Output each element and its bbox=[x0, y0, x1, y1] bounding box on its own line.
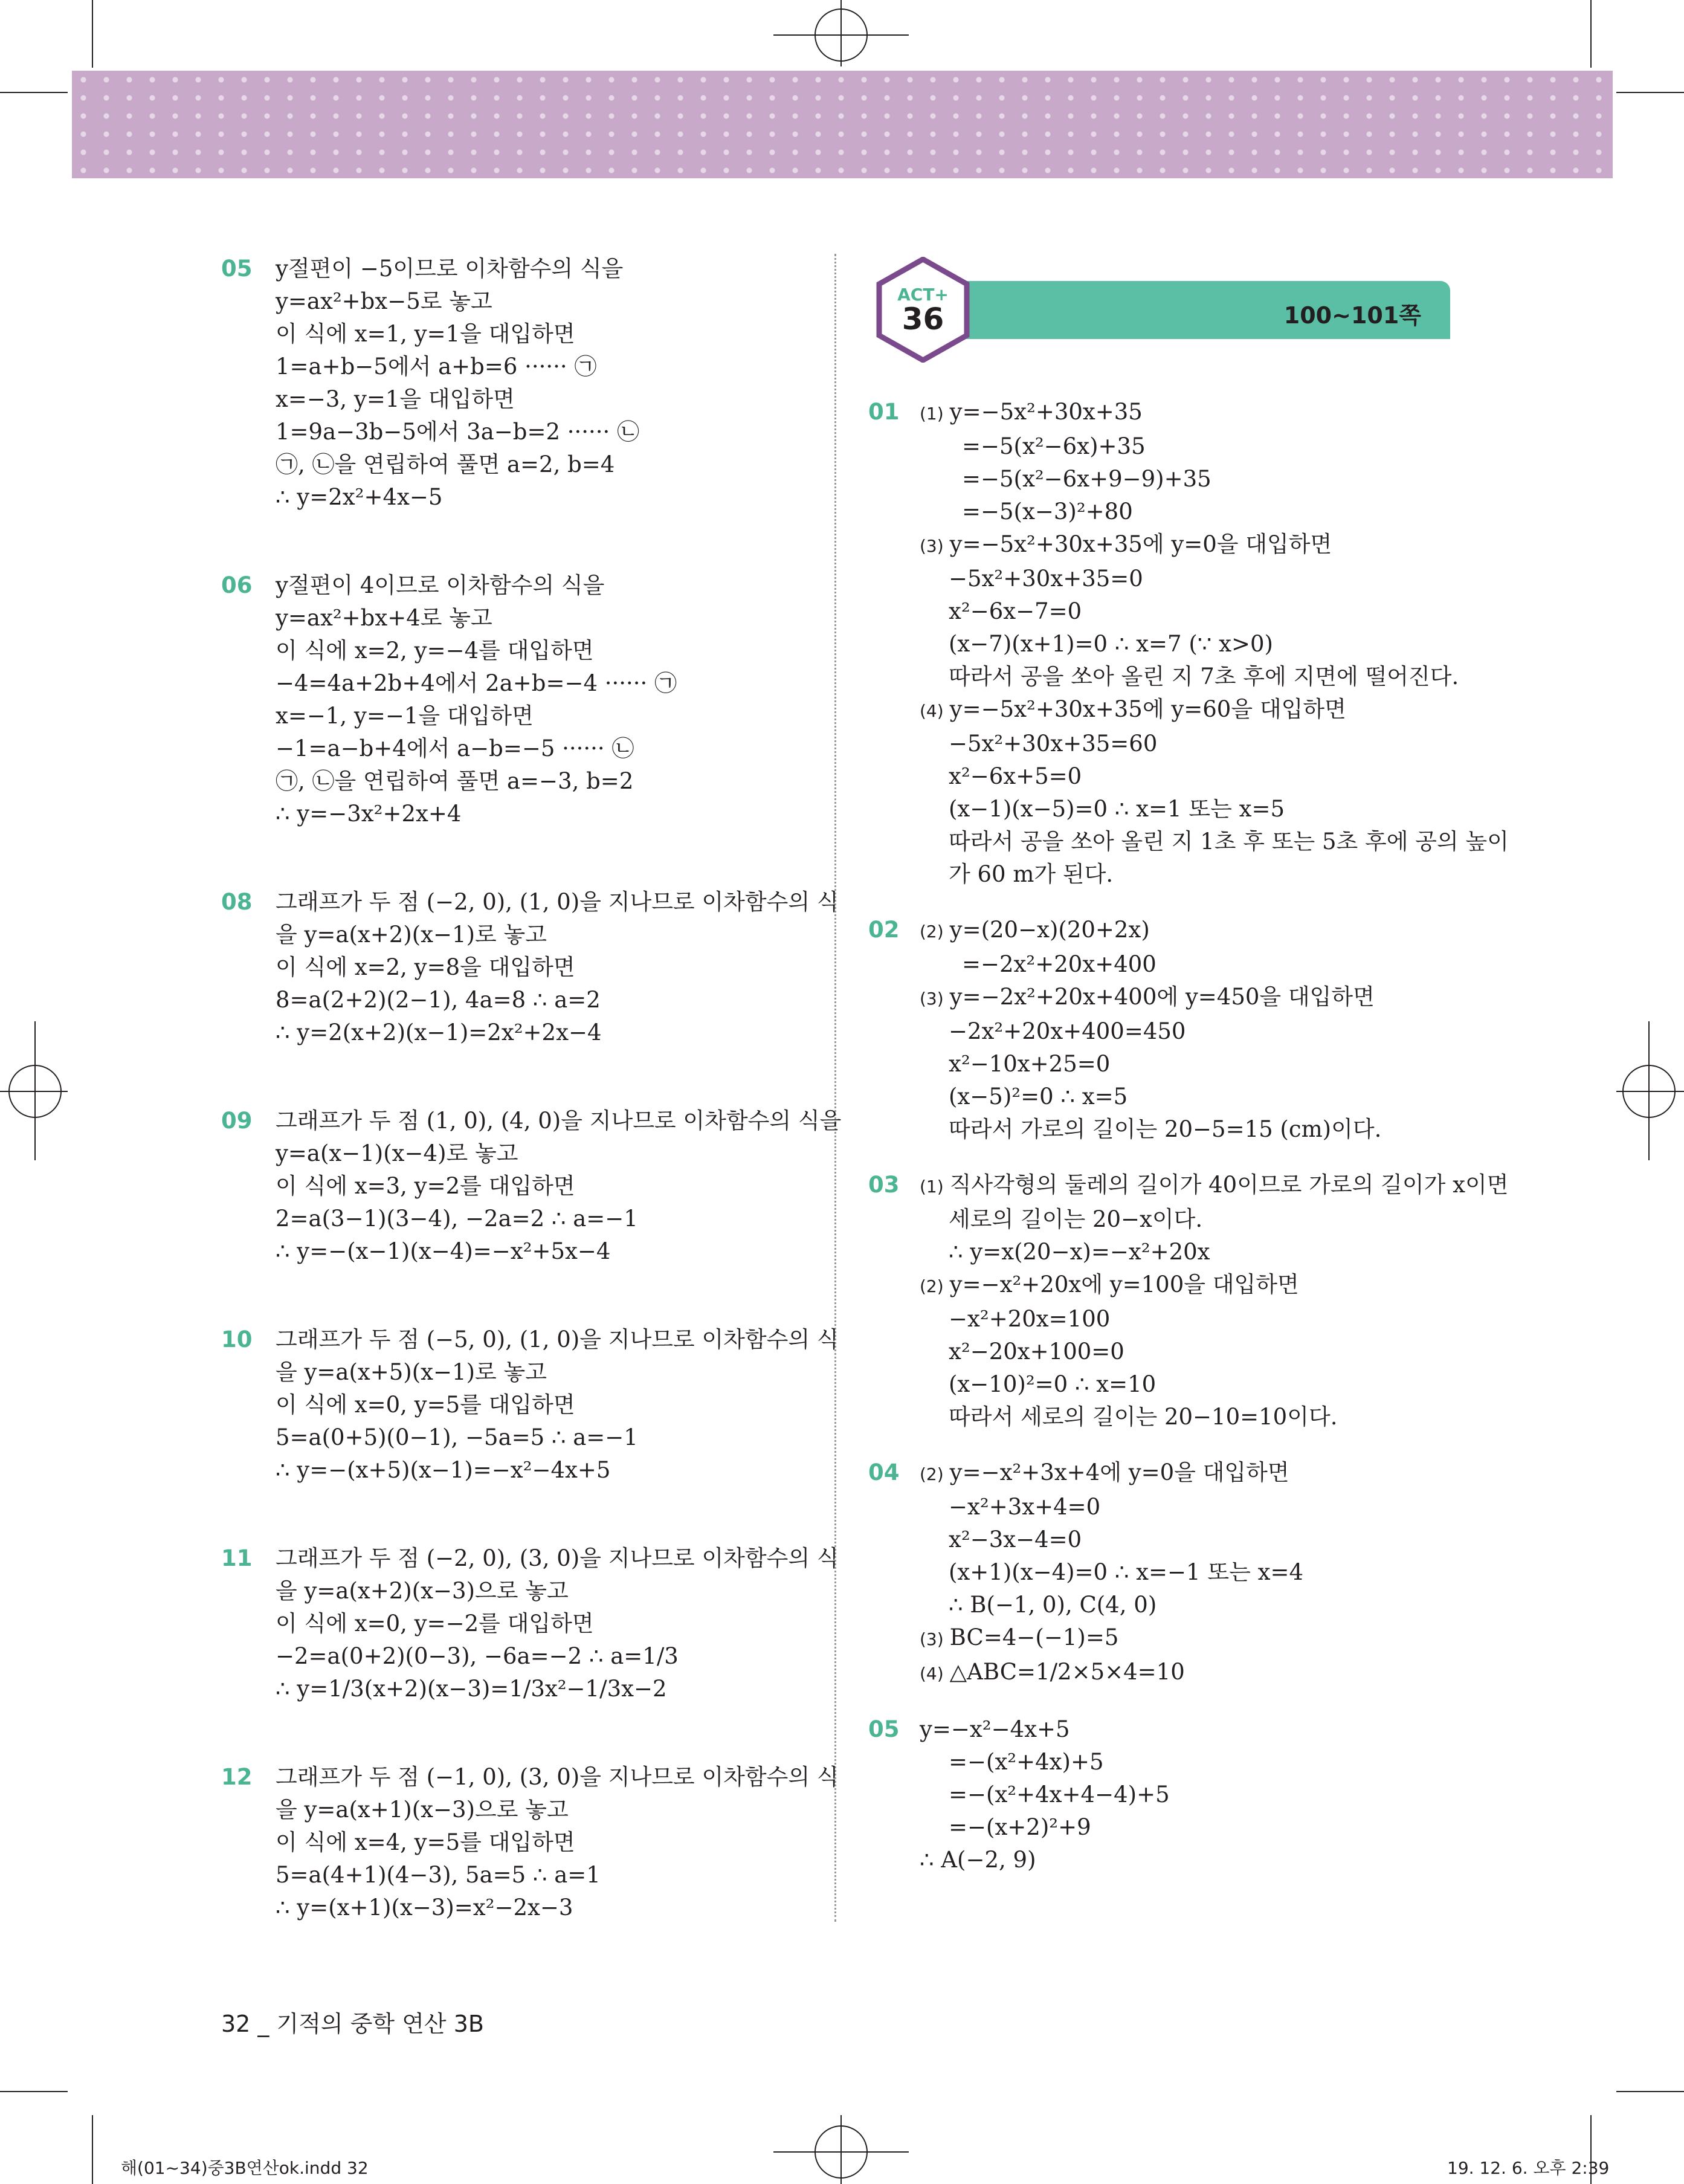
solution-line bbox=[920, 1336, 1473, 1368]
solution-line bbox=[920, 914, 1473, 948]
solution-text: ∴ y=x(20−x)=−x²+20x bbox=[949, 1239, 1210, 1265]
solution-line bbox=[920, 463, 1473, 496]
solution-line bbox=[920, 1621, 1473, 1656]
solution-text: y=−x²+20x에 y=100을 대입하면 bbox=[949, 1271, 1299, 1297]
date-slug: 19. 12. 6. 오후 2:39 bbox=[1447, 2158, 1610, 2178]
solution-line bbox=[920, 1048, 1473, 1081]
solution-line: −2=a(0+2)(0−3), −6a=−2 ∴ a=1/3 bbox=[276, 1643, 679, 1669]
solution-text: 따라서 세로의 길이는 20−10=10이다. bbox=[949, 1404, 1338, 1430]
solution-line: 5=a(4+1)(4−3), 5a=5 ∴ a=1 bbox=[276, 1862, 601, 1888]
solution-line: x=−3, y=1을 대입하면 bbox=[276, 386, 515, 412]
solution-line bbox=[920, 496, 1473, 528]
solution-text: −5x²+30x+35=60 bbox=[949, 731, 1158, 757]
sub-question-tag: (1) bbox=[920, 404, 944, 424]
left-column bbox=[221, 253, 842, 1924]
solution-text: =−(x²+4x+4−4)+5 bbox=[949, 1782, 1170, 1808]
solution-line bbox=[920, 1456, 1473, 1491]
act-header-bar bbox=[943, 281, 1450, 339]
solution-line: −4=4a+2b+4에서 2a+b=−4 ······ ㉠ bbox=[276, 670, 677, 696]
solution-text: △ABC=1/2×5×4=10 bbox=[949, 1659, 1185, 1685]
problem-item bbox=[868, 914, 1473, 1146]
solution-line: ∴ y=1/3(x+2)(x−3)=1/3x²−1/3x−2 bbox=[276, 1676, 667, 1702]
problem-item bbox=[221, 1323, 839, 1487]
solution-line bbox=[920, 1746, 1473, 1779]
solution-line: y절편이 −5이므로 이차함수의 식을 bbox=[276, 256, 624, 282]
page-footer: 32 _ 기적의 중학 연산 3B bbox=[221, 2011, 484, 2037]
solution-line: 이 식에 x=0, y=−2를 대입하면 bbox=[276, 1611, 594, 1636]
solution-text: x²−6x+5=0 bbox=[949, 763, 1082, 789]
solution-line bbox=[920, 825, 1509, 858]
solution-text: 따라서 공을 쏘아 올린 지 1초 후 또는 5초 후에 공의 높이 bbox=[949, 829, 1509, 855]
solution-line bbox=[920, 396, 1473, 430]
crop-mark bbox=[840, 2115, 842, 2184]
solution-text: BC=4−(−1)=5 bbox=[949, 1624, 1119, 1650]
solution-line bbox=[920, 1844, 1473, 1876]
solution-line bbox=[920, 1401, 1473, 1433]
problem-number: 08 bbox=[221, 889, 253, 915]
act-label: ACT+ bbox=[897, 285, 949, 305]
problem-number: 05 bbox=[868, 1716, 900, 1742]
solution-line: ∴ y=2x²+4x−5 bbox=[276, 484, 443, 510]
solution-text: y=−5x²+30x+35에 y=0을 대입하면 bbox=[949, 531, 1332, 557]
solution-line: 을 y=a(x+2)(x−1)로 놓고 bbox=[276, 922, 547, 948]
solution-line bbox=[920, 1203, 1473, 1236]
problem-number: 04 bbox=[868, 1459, 900, 1485]
solution-text: (x−7)(x+1)=0 ∴ x=7 (∵ x>0) bbox=[949, 631, 1273, 657]
solution-line: ∴ y=2(x+2)(x−1)=2x²+2x−4 bbox=[276, 1019, 602, 1045]
solution-text: −5x²+30x+35=0 bbox=[949, 566, 1143, 592]
solution-line bbox=[920, 1303, 1473, 1336]
crop-mark bbox=[1616, 2091, 1684, 2092]
solution-line bbox=[920, 1236, 1473, 1268]
solution-line: y절편이 4이므로 이차함수의 식을 bbox=[276, 572, 605, 598]
solution-line: 이 식에 x=3, y=2를 대입하면 bbox=[276, 1173, 575, 1199]
column-divider bbox=[834, 254, 836, 1922]
solution-line bbox=[920, 1779, 1473, 1811]
problem-item bbox=[868, 1713, 1473, 1876]
problem-number: 02 bbox=[868, 917, 900, 943]
solution-line: ㉠, ㉡을 연립하여 풀면 a=−3, b=2 bbox=[276, 768, 634, 794]
problem-number: 11 bbox=[221, 1545, 253, 1571]
solution-line bbox=[920, 1811, 1473, 1844]
solution-line bbox=[920, 661, 1473, 693]
problem-item bbox=[221, 1105, 842, 1268]
file-slug: 해(01~34)중3B연산ok.indd 32 bbox=[121, 2158, 369, 2178]
solution-text: x²−3x−4=0 bbox=[949, 1527, 1082, 1552]
problem-number: 01 bbox=[868, 399, 900, 425]
solution-text: =−2x²+20x+400 bbox=[962, 951, 1157, 977]
problem-number: 09 bbox=[221, 1108, 253, 1134]
problem-item bbox=[868, 396, 1509, 891]
solution-line bbox=[920, 1713, 1473, 1746]
solution-line: ∴ y=−(x−1)(x−4)=−x²+5x−4 bbox=[276, 1238, 611, 1264]
solution-line: 을 y=a(x+1)(x−3)으로 놓고 bbox=[276, 1797, 569, 1823]
crop-mark bbox=[92, 0, 93, 68]
solution-line: 1=a+b−5에서 a+b=6 ······ ㉠ bbox=[276, 354, 597, 380]
solution-line: y=a(x−1)(x−4)로 놓고 bbox=[276, 1140, 518, 1166]
solution-line: ∴ y=(x+1)(x−3)=x²−2x−3 bbox=[276, 1895, 573, 1921]
solution-line bbox=[920, 981, 1473, 1015]
solution-line: x=−1, y=−1을 대입하면 bbox=[276, 703, 534, 729]
problem-item bbox=[221, 1542, 839, 1705]
problem-number: 10 bbox=[221, 1326, 253, 1352]
problem-number: 05 bbox=[221, 256, 253, 282]
solution-text: (x+1)(x−4)=0 ∴ x=−1 또는 x=4 bbox=[949, 1559, 1303, 1585]
solution-text: =−(x²+4x)+5 bbox=[949, 1749, 1104, 1775]
problem-number: 03 bbox=[868, 1172, 900, 1198]
solution-text: =−5(x²−6x+9−9)+35 bbox=[962, 466, 1211, 492]
problem-item bbox=[221, 569, 813, 830]
solution-line: y=ax²+bx+4로 놓고 bbox=[276, 605, 492, 631]
solution-line bbox=[920, 728, 1473, 760]
solution-line: 8=a(2+2)(2−1), 4a=8 ∴ a=2 bbox=[276, 987, 601, 1013]
solution-line bbox=[920, 1113, 1473, 1146]
solution-text: (x−10)²=0 ∴ x=10 bbox=[949, 1371, 1157, 1397]
solution-line: 을 y=a(x+5)(x−1)로 놓고 bbox=[276, 1359, 547, 1385]
problem-number: 12 bbox=[221, 1764, 253, 1790]
problem-item bbox=[221, 1761, 839, 1924]
solution-line: 이 식에 x=2, y=8을 대입하면 bbox=[276, 954, 575, 980]
solution-line: 1=9a−3b−5에서 3a−b=2 ······ ㉡ bbox=[276, 419, 640, 445]
solution-line bbox=[920, 528, 1473, 563]
crop-mark bbox=[1616, 1091, 1684, 1092]
solution-line bbox=[920, 793, 1473, 825]
solution-line bbox=[920, 1556, 1473, 1589]
solution-text: y=−x²+3x+4에 y=0을 대입하면 bbox=[949, 1459, 1289, 1485]
crop-mark bbox=[92, 2115, 93, 2184]
sub-question-tag: (2) bbox=[920, 1276, 944, 1296]
header-banner bbox=[72, 71, 1613, 178]
crop-mark bbox=[0, 2091, 68, 2092]
solution-text: 따라서 가로의 길이는 20−5=15 (cm)이다. bbox=[949, 1116, 1382, 1142]
solution-line bbox=[920, 1491, 1473, 1523]
solution-text: −x²+20x=100 bbox=[949, 1306, 1111, 1332]
sub-question-tag: (1) bbox=[920, 1177, 944, 1197]
solution-line: 그래프가 두 점 (1, 0), (4, 0)을 지나므로 이차함수의 식을 bbox=[276, 1108, 842, 1134]
problem-item bbox=[868, 1456, 1473, 1690]
problem-item bbox=[221, 886, 839, 1049]
solution-text: 가 60 m가 된다. bbox=[949, 861, 1114, 887]
solution-text: =−5(x−3)²+80 bbox=[962, 499, 1133, 525]
solution-line: ㉠, ㉡을 연립하여 풀면 a=2, b=4 bbox=[276, 451, 615, 477]
solution-text: −x²+3x+4=0 bbox=[949, 1494, 1101, 1520]
solution-line bbox=[920, 1523, 1473, 1556]
solution-text: y=−5x²+30x+35 bbox=[949, 399, 1143, 425]
crop-mark bbox=[840, 0, 842, 66]
solution-line bbox=[920, 1656, 1473, 1690]
solution-line bbox=[920, 430, 1473, 463]
crop-mark bbox=[1616, 92, 1684, 93]
solution-text: 따라서 공을 쏘아 올린 지 7초 후에 지면에 떨어진다. bbox=[949, 664, 1459, 690]
solution-text: (x−1)(x−5)=0 ∴ x=1 또는 x=5 bbox=[949, 796, 1285, 822]
right-column bbox=[868, 396, 1509, 1876]
solution-line bbox=[920, 858, 1473, 891]
solution-line bbox=[920, 595, 1473, 628]
solution-line: 이 식에 x=0, y=5를 대입하면 bbox=[276, 1392, 575, 1418]
solution-line: 그래프가 두 점 (−5, 0), (1, 0)을 지나므로 이차함수의 식 bbox=[276, 1326, 839, 1352]
page-range: 100~101쪽 bbox=[1283, 302, 1421, 329]
solution-line bbox=[920, 1268, 1473, 1303]
solution-line: 5=a(0+5)(0−1), −5a=5 ∴ a=−1 bbox=[276, 1424, 638, 1450]
solution-text: 직사각형의 둘레의 길이가 40이므로 가로의 길이가 x이면 bbox=[949, 1172, 1509, 1198]
solution-text: −2x²+20x+400=450 bbox=[949, 1018, 1186, 1044]
solution-text: 세로의 길이는 20−x이다. bbox=[949, 1206, 1203, 1232]
solution-text: x²−6x−7=0 bbox=[949, 598, 1082, 624]
problem-item bbox=[868, 1169, 1509, 1433]
sub-question-tag: (2) bbox=[920, 922, 944, 942]
solution-line: 그래프가 두 점 (−2, 0), (3, 0)을 지나므로 이차함수의 식 bbox=[276, 1545, 839, 1571]
solution-text: =−5(x²−6x)+35 bbox=[962, 433, 1146, 459]
sub-question-tag: (4) bbox=[920, 701, 944, 721]
solution-line bbox=[920, 693, 1473, 728]
act-hexagon-badge bbox=[870, 257, 976, 363]
solution-line: y=ax²+bx−5로 놓고 bbox=[276, 288, 492, 314]
solution-line: 그래프가 두 점 (−2, 0), (1, 0)을 지나므로 이차함수의 식 bbox=[276, 889, 839, 915]
solution-line: 그래프가 두 점 (−1, 0), (3, 0)을 지나므로 이차함수의 식 bbox=[276, 1764, 839, 1790]
solution-text: y=−2x²+20x+400에 y=450을 대입하면 bbox=[949, 984, 1375, 1010]
solution-line: ∴ y=−(x+5)(x−1)=−x²−4x+5 bbox=[276, 1457, 611, 1483]
solution-line: 이 식에 x=4, y=5를 대입하면 bbox=[276, 1829, 575, 1855]
sub-question-tag: (2) bbox=[920, 1464, 944, 1484]
solution-line: 이 식에 x=2, y=−4를 대입하면 bbox=[276, 638, 594, 664]
solution-line: 2=a(3−1)(3−4), −2a=2 ∴ a=−1 bbox=[276, 1206, 638, 1232]
solution-line: ∴ y=−3x²+2x+4 bbox=[276, 801, 462, 827]
solution-line: 이 식에 x=1, y=1을 대입하면 bbox=[276, 321, 575, 347]
sub-question-tag: (3) bbox=[920, 989, 944, 1009]
solution-text: y=(20−x)(20+2x) bbox=[949, 917, 1150, 943]
solution-line bbox=[920, 1015, 1473, 1048]
act-number: 36 bbox=[902, 302, 944, 337]
solution-line bbox=[920, 1368, 1473, 1401]
solution-text: y=−x²−4x+5 bbox=[920, 1716, 1070, 1742]
solution-line bbox=[920, 1081, 1473, 1113]
sub-question-tag: (3) bbox=[920, 1629, 944, 1649]
solution-line bbox=[920, 1169, 1509, 1203]
solution-text: x²−10x+25=0 bbox=[949, 1051, 1111, 1077]
solution-text: y=−5x²+30x+35에 y=60을 대입하면 bbox=[949, 696, 1346, 722]
sub-question-tag: (4) bbox=[920, 1664, 944, 1684]
crop-mark bbox=[1590, 0, 1592, 68]
solution-line bbox=[920, 760, 1473, 793]
solution-line bbox=[920, 628, 1473, 661]
crop-mark bbox=[0, 92, 68, 93]
solution-text: =−(x+2)²+9 bbox=[949, 1814, 1091, 1840]
problem-item bbox=[221, 253, 813, 514]
problem-number: 06 bbox=[221, 572, 253, 598]
solution-text: x²−20x+100=0 bbox=[949, 1339, 1124, 1365]
solution-line bbox=[920, 563, 1473, 595]
sub-question-tag: (3) bbox=[920, 536, 944, 556]
crop-mark bbox=[0, 1091, 68, 1092]
solution-line: −1=a−b+4에서 a−b=−5 ······ ㉡ bbox=[276, 735, 634, 761]
solution-line bbox=[920, 1589, 1473, 1621]
solution-text: ∴ A(−2, 9) bbox=[920, 1847, 1036, 1873]
solution-text: (x−5)²=0 ∴ x=5 bbox=[949, 1084, 1128, 1110]
solution-line bbox=[920, 948, 1473, 981]
solution-text: ∴ B(−1, 0), C(4, 0) bbox=[949, 1592, 1157, 1618]
solution-line: 을 y=a(x+2)(x−3)으로 놓고 bbox=[276, 1578, 569, 1604]
